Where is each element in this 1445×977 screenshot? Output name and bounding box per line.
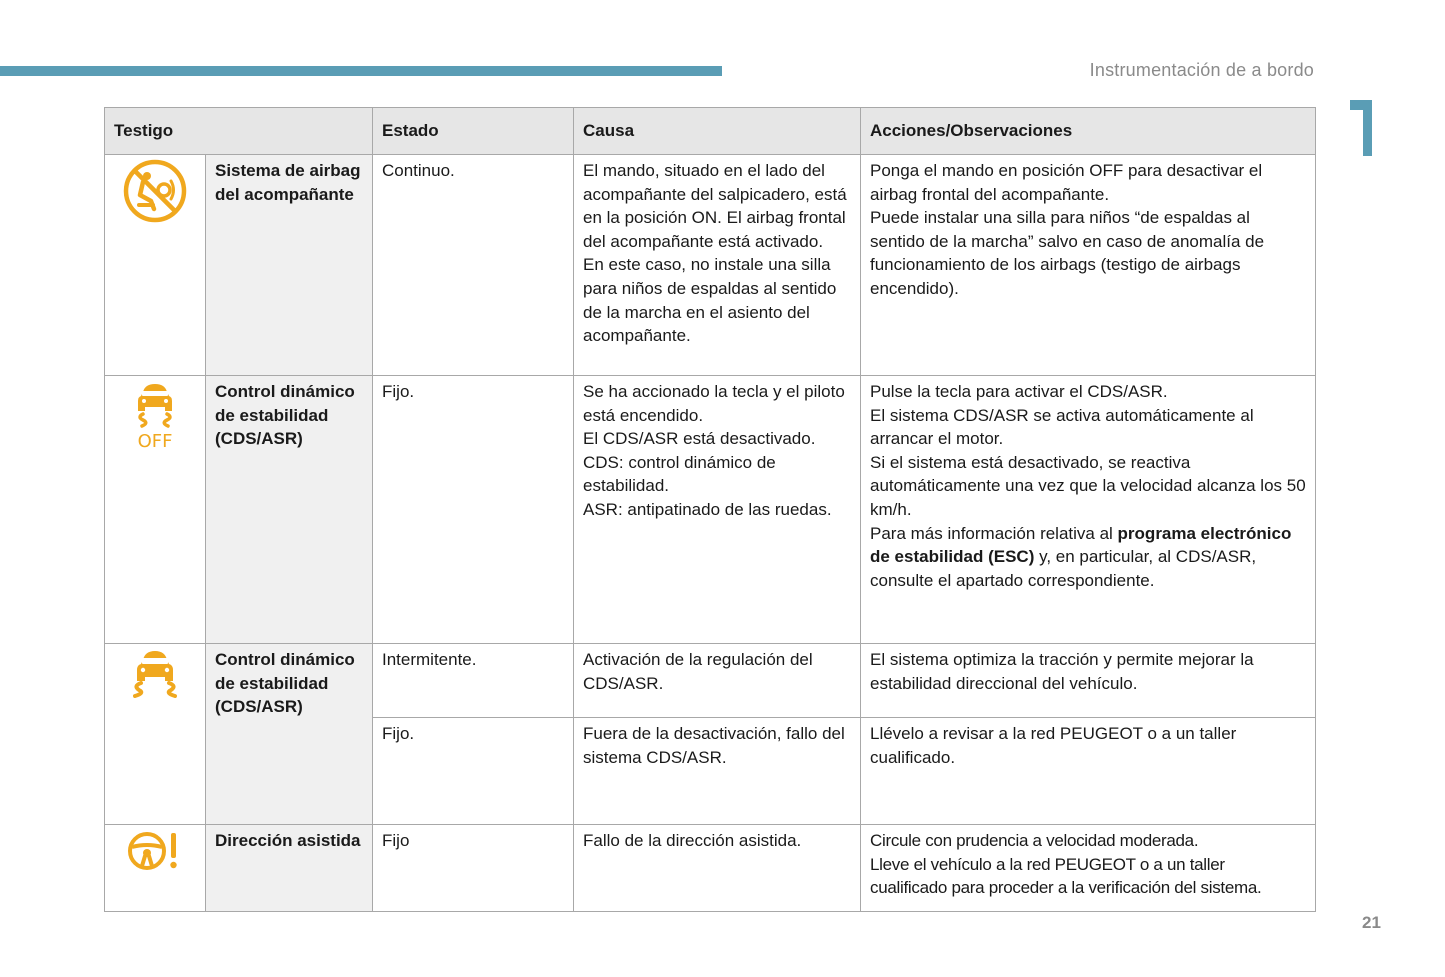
off-label: OFF <box>137 431 173 450</box>
icon-cell <box>105 155 206 376</box>
stability-control-icon <box>130 648 180 698</box>
causa-cell <box>574 376 861 644</box>
icon-cell <box>105 644 206 825</box>
acciones-line: Pulse la tecla para activar el CDS/ASR. <box>870 382 1168 401</box>
acciones-line: Lleve el vehículo a la red PEUGEOT o a un taller cualificado para proceder a la verificación del sistema. <box>870 854 1262 898</box>
causa-cell <box>574 155 861 376</box>
acciones-more <box>870 522 1306 593</box>
warning-lights-table <box>104 107 1316 912</box>
acciones-cell: El sistema optimiza la tracción y permite mejorar la estabilidad direccional del vehículo. <box>861 644 1316 718</box>
causa-line: El CDS/ASR está desactivado. <box>583 429 816 449</box>
chapter-number-1 <box>1350 98 1376 158</box>
estado-cell: Intermitente. <box>373 644 574 718</box>
header-testigo: Testigo <box>105 108 373 155</box>
table-header-row <box>105 108 1316 155</box>
chapter-number-text: 1 <box>1350 98 1351 99</box>
causa-cell: Fallo de la dirección asistida. <box>574 825 861 912</box>
acciones-cell <box>861 155 1316 376</box>
header-estado: Estado <box>373 108 574 155</box>
acciones-cell: Llévelo a revisar a la red PEUGEOT o a un taller cualificado. <box>861 718 1316 825</box>
acciones-cell <box>861 825 1316 912</box>
table-row <box>105 155 1316 376</box>
airbag-off-icon <box>123 159 187 223</box>
estado-cell: Continuo. <box>373 155 574 376</box>
causa-cell: Activación de la regulación del CDS/ASR. <box>574 644 861 718</box>
acciones-line: Ponga el mando en posición OFF para desactivar el airbag frontal del acompañante. <box>870 161 1263 204</box>
section-title: Instrumentación de a bordo <box>1089 60 1314 80</box>
acciones-cell <box>861 376 1316 644</box>
warning-name: Control dinámico de estabilidad (CDS/ASR) <box>206 376 373 644</box>
power-steering-fault-icon <box>127 829 183 873</box>
acciones-line: Circule con prudencia a velocidad moderada. <box>870 831 1199 850</box>
causa-line: En este caso, no instale una silla para niños de espaldas al sentido de la marcha en el asiento del acompañante. <box>583 255 837 346</box>
acciones-line: Si el sistema está desactivado, se reactiva automáticamente una vez que la velocidad alcanza los 50 km/h. <box>870 452 1306 519</box>
header-causa: Causa <box>574 108 861 155</box>
estado-cell: Fijo <box>373 825 574 912</box>
causa-line: CDS: control dinámico de estabilidad. <box>583 452 776 496</box>
header-accent-bar <box>0 66 722 76</box>
causa-cell: Fuera de la desactivación, fallo del sistema CDS/ASR. <box>574 718 861 825</box>
causa-line: El mando, situado en el lado del acompañante del salpicadero, está en la posición ON. El airbag frontal del acompañante está activado. <box>583 161 847 251</box>
warning-name: Control dinámico de estabilidad (CDS/ASR) <box>206 644 373 825</box>
table-row <box>105 644 1316 718</box>
acciones-more-prefix: Para más información relativa al <box>870 523 1118 543</box>
esc-reference: programa electrónico de estabilidad (ESC) <box>870 523 1292 567</box>
warning-name: Dirección asistida <box>206 825 373 912</box>
stability-off-icon <box>133 380 177 450</box>
causa-line: ASR: antipatinado de las ruedas. <box>583 499 832 519</box>
warning-name: Sistema de airbag del acompañante <box>206 155 373 376</box>
causa-line: Se ha accionado la tecla y el piloto está encendido. <box>583 382 845 425</box>
estado-cell: Fijo. <box>373 718 574 825</box>
acciones-more-suffix: y, en particular, al CDS/ASR, consulte el apartado correspondiente. <box>870 547 1257 590</box>
table-row <box>105 376 1316 644</box>
table-row <box>105 825 1316 912</box>
page-number: 21 <box>1362 913 1381 932</box>
icon-cell <box>105 825 206 912</box>
icon-cell <box>105 376 206 644</box>
acciones-line: El sistema CDS/ASR se activa automáticamente al arrancar el motor. <box>870 405 1254 449</box>
acciones-line: Puede instalar una silla para niños “de espaldas al sentido de la marcha” salvo en caso de anomalía de funcionamiento de los airbags (testigo de airbags encendido). <box>870 208 1265 298</box>
estado-cell: Fijo. <box>373 376 574 644</box>
header-acciones: Acciones/Observaciones <box>861 108 1316 155</box>
